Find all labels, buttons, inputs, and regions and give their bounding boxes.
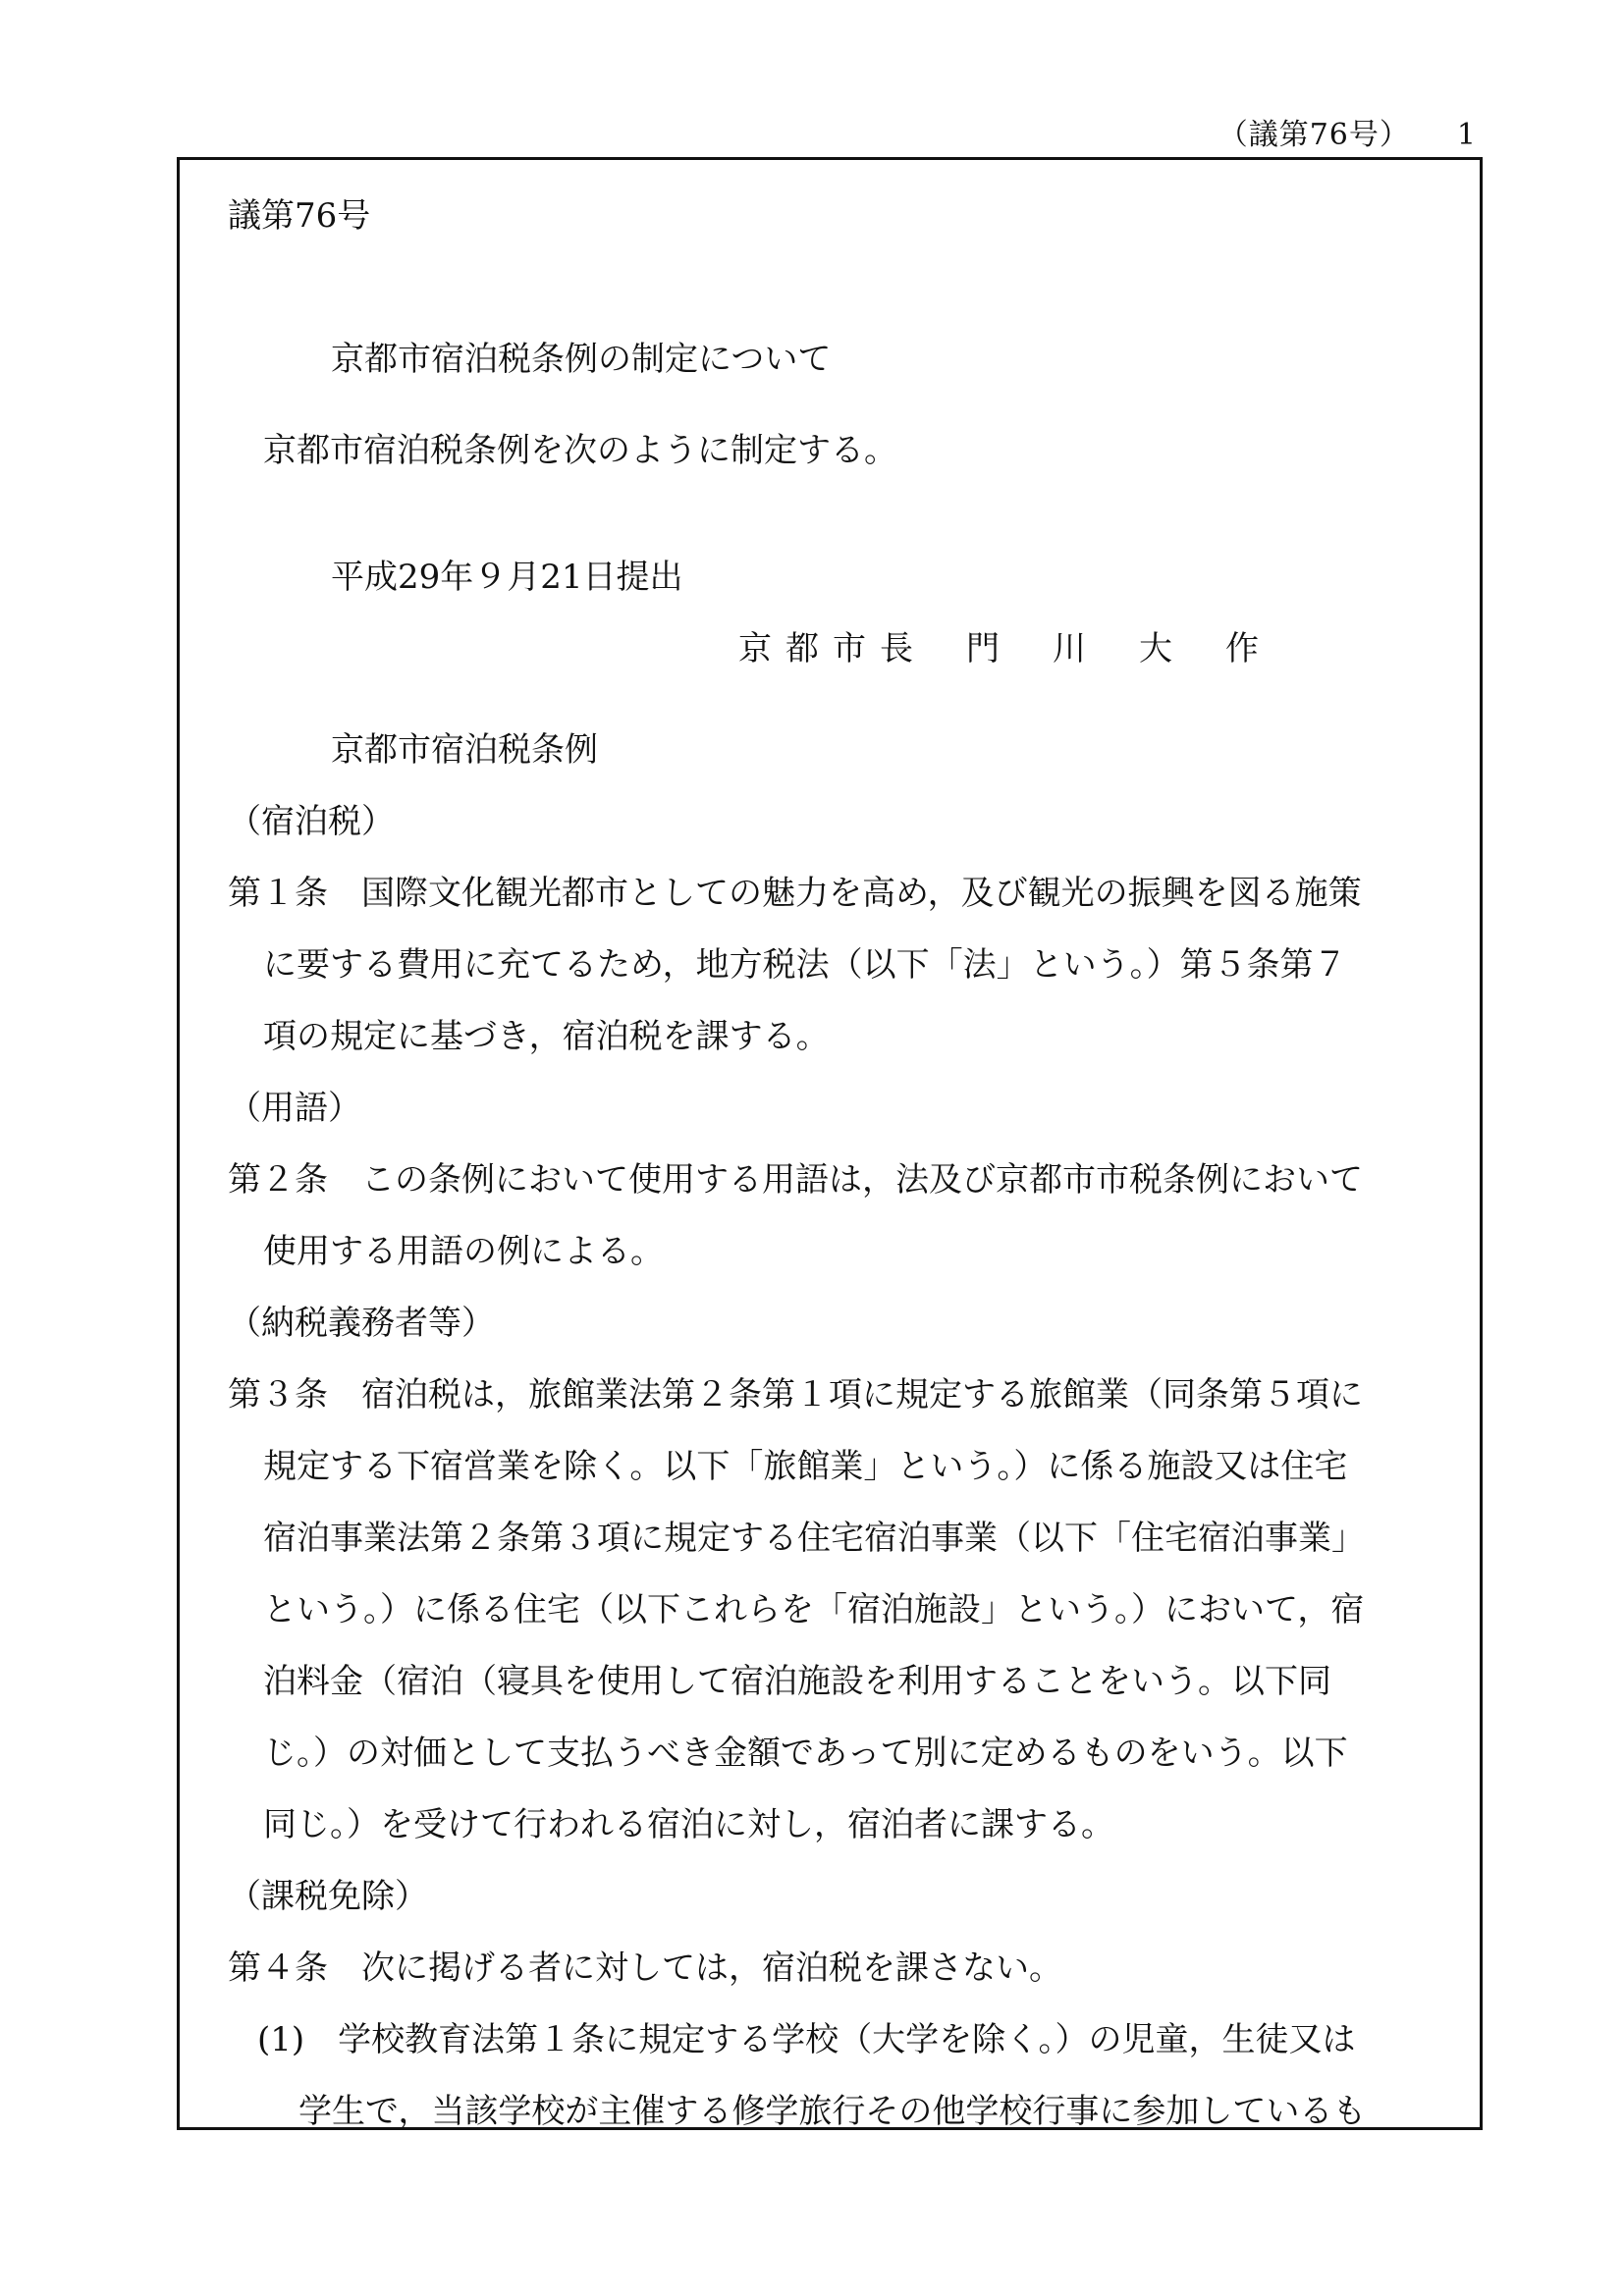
page-header xyxy=(1218,110,1477,153)
article-line: 第１条 国際文化観光都市としての魅力を高め，及び観光の振興を図る施策 xyxy=(228,874,1362,913)
article-line: じ。）の対価として支払うべき金額であって別に定めるものをいう。以下 xyxy=(263,1734,1348,1773)
article-line: に要する費用に充てるため，地方税法（以下「法」という。）第５条第７ xyxy=(263,945,1347,985)
article-line: 規定する下宿営業を除く。以下「旅館業」という。）に係る施設又は住宅 xyxy=(263,1447,1348,1486)
bill-subject: 京都市宿泊税条例の制定について xyxy=(331,340,832,379)
article-line: 宿泊事業法第２条第３項に規定する住宅宿泊事業（以下「住宅宿泊事業」 xyxy=(263,1519,1365,1558)
article-line: 同じ。）を受けて行われる宿泊に対し，宿泊者に課する。 xyxy=(263,1805,1114,1844)
mayor-name: 門川大作 xyxy=(966,629,1312,668)
mayor-signature xyxy=(228,614,1445,685)
article-line: 第３条 宿泊税は，旅館業法第２条第１項に規定する旅館業（同条第５項に xyxy=(228,1375,1363,1415)
bill-number: 議第76号 xyxy=(228,196,371,236)
document-body xyxy=(228,181,1445,2148)
ordinance-title: 京都市宿泊税条例 xyxy=(331,730,598,770)
article-item: (1) 学校教育法第１条に規定する学校（大学を除く。）の児童，生徒又は xyxy=(257,2020,1356,2059)
article-line: 泊料金（宿泊（寝具を使用して宿泊施設を利用することをいう。以下同 xyxy=(263,1662,1331,1701)
page-number: 1 xyxy=(1456,118,1477,152)
header-bill-ref: （議第76号） xyxy=(1218,118,1410,152)
article-line: 使用する用語の例による。 xyxy=(263,1232,664,1271)
article-line: 項の規定に基づき，宿泊税を課する。 xyxy=(263,1017,830,1056)
resolution-text: 京都市宿泊税条例を次のように制定する。 xyxy=(263,431,897,470)
article-heading: （課税免除） xyxy=(228,1877,428,1916)
submission-date: 平成29年９月21日提出 xyxy=(331,558,683,597)
article-line: 第４条 次に掲げる者に対しては，宿泊税を課さない。 xyxy=(228,1949,1062,1988)
article-heading: （用語） xyxy=(228,1089,361,1128)
article-heading: （宿泊税） xyxy=(228,802,395,841)
article-line: という。）に係る住宅（以下これらを「宿泊施設」という。）において，宿 xyxy=(263,1590,1365,1629)
article-item: 学生で，当該学校が主催する修学旅行その他学校行事に参加しているも xyxy=(298,2092,1367,2131)
article-heading: （納税義務者等） xyxy=(228,1304,495,1343)
article-line: 第２条 この条例において使用する用語は，法及び京都市市税条例において xyxy=(228,1160,1363,1200)
mayor-title: 京都市長 xyxy=(738,629,927,668)
